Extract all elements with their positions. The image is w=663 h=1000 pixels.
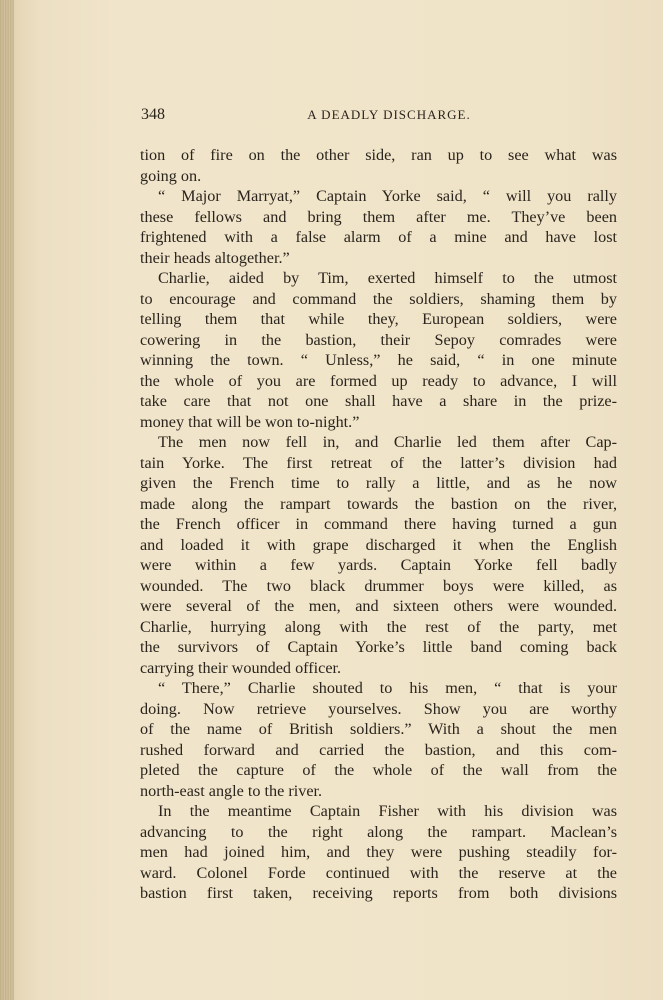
text-line: Charlie, hurrying along with the rest of the party, met xyxy=(140,617,617,636)
body-text xyxy=(140,145,617,904)
text-line: the French officer in command there having turned a gun xyxy=(140,515,617,533)
text-line: The men now fell in, and Charlie led them after Cap- xyxy=(158,433,617,451)
text-line: Charlie, aided by Tim, exerted himself to the utmost xyxy=(158,269,617,287)
page-gutter xyxy=(0,0,14,1000)
text-line: take care that not one shall have a share in the prize- xyxy=(140,392,617,410)
text-line: to encourage and command the soldiers, shaming them by xyxy=(140,289,617,308)
text-line: winning the town. “ Unless,” he said, “ in one minute xyxy=(140,351,617,369)
text-line: and loaded it with grape discharged it when the English xyxy=(140,535,617,554)
text-line: pleted the capture of the whole of the wall from the xyxy=(140,761,617,779)
text-line: ward. Colonel Forde continued with the reserve at the xyxy=(140,863,617,882)
text-line: wounded. The two black drummer boys were killed, as xyxy=(140,576,617,595)
text-line: carrying their wounded officer. xyxy=(140,658,342,677)
text-line: their heads altogether.” xyxy=(140,248,290,267)
text-line: In the meantime Captain Fisher with his division was xyxy=(158,802,617,820)
page-header xyxy=(141,106,617,128)
text-line: frightened with a false alarm of a mine and have lost xyxy=(140,228,617,246)
text-line: bastion first taken, receiving reports from both divisions xyxy=(140,884,617,902)
text-line: doing. Now retrieve yourselves. Show you are worthy xyxy=(140,699,617,718)
text-line: “ There,” Charlie shouted to his men, “ that is your xyxy=(158,679,617,697)
text-line: men had joined him, and they were pushing steadily for- xyxy=(140,843,617,861)
text-line: rushed forward and carried the bastion, and this com- xyxy=(140,740,617,759)
text-line: given the French time to rally a little, and as he now xyxy=(140,474,617,492)
text-line: “ Major Marryat,” Captain Yorke said, “ will you rally xyxy=(158,187,617,205)
text-line: advancing to the right along the rampart. Maclean’s xyxy=(140,822,617,841)
text-line: north-east angle to the river. xyxy=(140,781,323,800)
text-line: tain Yorke. The first retreat of the latter’s division had xyxy=(140,453,617,472)
text-line: money that will be won to-night.” xyxy=(140,412,360,431)
text-line: going on. xyxy=(140,166,202,185)
text-line: were within a few yards. Captain Yorke fell badly xyxy=(140,556,617,574)
text-line: telling them that while they, European soldiers, were xyxy=(140,310,617,328)
text-line: of the name of British soldiers.” With a shout the men xyxy=(140,720,617,738)
text-line: were several of the men, and sixteen others were wounded. xyxy=(140,597,617,615)
text-line: cowering in the bastion, their Sepoy comrades were xyxy=(140,330,617,349)
text-line: the whole of you are formed up ready to advance, I will xyxy=(140,371,617,390)
text-line: these fellows and bring them after me. They’ve been xyxy=(140,207,617,226)
text-line: made along the rampart towards the bastion on the river, xyxy=(140,494,617,513)
running-head: A DEADLY DISCHARGE. xyxy=(307,107,471,122)
page-number: 348 xyxy=(141,106,165,123)
text-line: tion of fire on the other side, ran up to see what was xyxy=(140,146,617,164)
text-line: the survivors of Captain Yorke’s little band coming back xyxy=(140,638,617,656)
